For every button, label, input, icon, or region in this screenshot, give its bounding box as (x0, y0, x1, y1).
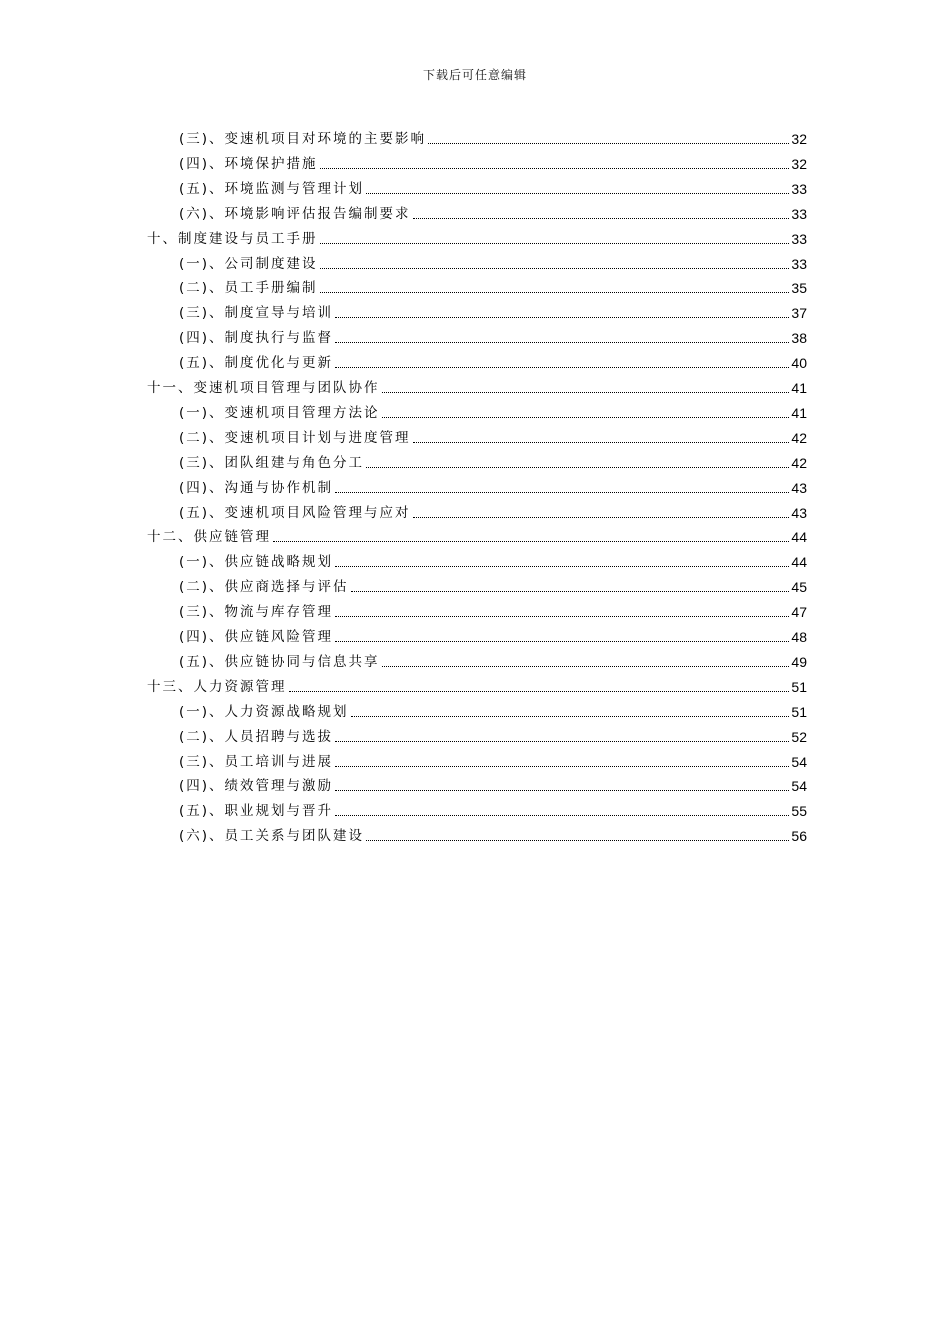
toc-entry-title: (五)、制度优化与更新 (179, 355, 334, 372)
toc-entry-page: 42 (791, 454, 807, 471)
page-header: 下载后可任意编辑 (422, 68, 527, 82)
toc-dot-leader (335, 492, 789, 493)
toc-entry-title: (三)、团队组建与角色分工 (179, 454, 365, 471)
toc-entry-page: 41 (791, 404, 807, 421)
toc-dot-leader (320, 243, 790, 244)
toc-entry[interactable] (147, 674, 807, 696)
toc-entry-title: (五)、变速机项目风险管理与应对 (179, 504, 411, 521)
toc-dot-leader (335, 342, 789, 343)
toc-entry[interactable] (179, 549, 807, 571)
toc-dot-leader (351, 716, 790, 717)
toc-dot-leader (335, 766, 789, 767)
toc-dot-leader (335, 367, 789, 368)
toc-entry[interactable] (179, 798, 807, 820)
toc-entry-title: (五)、供应链协同与信息共享 (179, 653, 380, 670)
toc-dot-leader (320, 268, 790, 269)
toc-entry[interactable] (179, 251, 807, 273)
toc-dot-leader (335, 790, 789, 791)
toc-entry-title: 十、制度建设与员工手册 (147, 230, 318, 247)
toc-entry-title: (五)、环境监测与管理计划 (179, 180, 365, 197)
toc-entry[interactable] (179, 773, 807, 795)
toc-dot-leader (320, 168, 790, 169)
toc-entry[interactable] (179, 649, 807, 671)
toc-entry-title: (二)、人员招聘与选拔 (179, 728, 334, 745)
toc-entry[interactable] (179, 300, 807, 322)
toc-entry-page: 54 (791, 753, 807, 770)
toc-dot-leader (335, 566, 789, 567)
toc-dot-leader (320, 292, 790, 293)
toc-entry[interactable] (179, 475, 807, 497)
toc-entry-title: 十三、人力资源管理 (147, 678, 287, 695)
toc-entry[interactable] (179, 350, 807, 372)
toc-entry-title: (四)、供应链风险管理 (179, 629, 334, 645)
toc-entry-page: 32 (791, 131, 807, 147)
toc-entry[interactable] (179, 749, 807, 771)
toc-entry-title: (二)、员工手册编制 (179, 280, 318, 297)
toc-entry-title: (三)、变速机项目对环境的主要影响 (179, 131, 427, 147)
toc-entry-title: (五)、职业规划与晋升 (179, 803, 334, 820)
toc-entry[interactable] (179, 201, 807, 223)
toc-dot-leader (366, 193, 789, 194)
toc-dot-leader (351, 591, 790, 592)
toc-dot-leader (289, 691, 790, 692)
toc-entry-page: 38 (791, 330, 807, 347)
toc-dot-leader (335, 741, 789, 742)
toc-entry-page: 44 (791, 554, 807, 571)
toc-dot-leader (413, 442, 790, 443)
toc-entry-page: 42 (791, 429, 807, 446)
toc-dot-leader (335, 317, 789, 318)
toc-entry-page: 55 (791, 803, 807, 820)
toc-dot-leader (413, 218, 790, 219)
toc-entry-page: 43 (791, 479, 807, 496)
toc-entry-page: 35 (791, 280, 807, 297)
toc-entry-title: (二)、供应商选择与评估 (179, 579, 349, 596)
toc-entry[interactable] (179, 450, 807, 472)
toc-dot-leader (335, 815, 789, 816)
toc-entry-page: 40 (791, 355, 807, 372)
toc-entry-title: (一)、变速机项目管理方法论 (179, 404, 380, 421)
toc-entry-title: 十二、供应链管理 (147, 529, 271, 546)
toc-entry[interactable] (179, 624, 807, 646)
toc-entry-page: 47 (791, 604, 807, 621)
toc-entry-page: 51 (791, 678, 807, 695)
toc-entry-page: 33 (791, 180, 807, 197)
toc-entry[interactable] (147, 524, 807, 546)
toc-entry-title: (一)、人力资源战略规划 (179, 703, 349, 720)
toc-entry-title: (四)、制度执行与监督 (179, 330, 334, 347)
toc-entry[interactable] (179, 151, 807, 173)
toc-entry[interactable] (179, 599, 807, 621)
toc-entry[interactable] (179, 325, 807, 347)
toc-entry-title: (二)、变速机项目计划与进度管理 (179, 429, 411, 446)
toc-entry-title: (四)、沟通与协作机制 (179, 479, 334, 496)
toc-entry-page: 41 (791, 380, 807, 396)
toc-dot-leader (335, 641, 789, 642)
toc-dot-leader (428, 143, 789, 144)
toc-entry[interactable] (147, 226, 807, 248)
toc-dot-leader (382, 666, 790, 667)
toc-entry-page: 33 (791, 205, 807, 222)
toc-entry[interactable] (179, 724, 807, 746)
toc-entry-title: (一)、公司制度建设 (179, 255, 318, 272)
toc-entry-page: 51 (791, 703, 807, 720)
toc-dot-leader (366, 467, 789, 468)
toc-entry-title: (三)、制度宣导与培训 (179, 305, 334, 322)
toc-entry-page: 52 (791, 728, 807, 745)
toc-dot-leader (413, 517, 790, 518)
toc-entry[interactable] (179, 500, 807, 522)
toc-dot-leader (335, 616, 789, 617)
toc-entry-title: 十一、变速机项目管理与团队协作 (147, 380, 380, 396)
toc-dot-leader (366, 840, 789, 841)
toc-entry-title: (三)、物流与库存管理 (179, 604, 334, 621)
toc-entry[interactable] (147, 375, 807, 397)
toc-entry-title: (一)、供应链战略规划 (179, 554, 334, 571)
toc-entry-title: (三)、员工培训与进展 (179, 753, 334, 770)
toc-entry-title: (六)、员工关系与团队建设 (179, 828, 365, 845)
toc-entry[interactable] (179, 275, 807, 297)
toc-entry-title: (四)、绩效管理与激励 (179, 778, 334, 795)
toc-entry[interactable] (179, 126, 807, 148)
toc-entry-title: (六)、环境影响评估报告编制要求 (179, 205, 411, 222)
toc-entry-page: 32 (791, 155, 807, 172)
toc-entry[interactable] (179, 176, 807, 198)
toc-entry[interactable] (179, 425, 807, 447)
toc-entry[interactable] (179, 574, 807, 596)
toc-entry-page: 44 (791, 529, 807, 546)
toc-dot-leader (382, 392, 790, 393)
toc-entry[interactable] (179, 699, 807, 721)
toc-entry[interactable] (179, 400, 807, 422)
toc-entry-page: 33 (791, 230, 807, 247)
toc-entry-page: 56 (791, 828, 807, 845)
toc-dot-leader (382, 417, 790, 418)
toc-entry-page: 43 (791, 504, 807, 521)
toc-entry-page: 45 (791, 579, 807, 596)
toc-entry-page: 48 (791, 629, 807, 645)
toc-dot-leader (273, 541, 789, 542)
toc-entry[interactable] (179, 823, 807, 845)
toc-entry-title: (四)、环境保护措施 (179, 155, 318, 172)
toc-entry-page: 37 (791, 305, 807, 322)
toc-entry-page: 54 (791, 778, 807, 795)
toc-entry-page: 33 (791, 255, 807, 272)
toc-entry-page: 49 (791, 653, 807, 670)
